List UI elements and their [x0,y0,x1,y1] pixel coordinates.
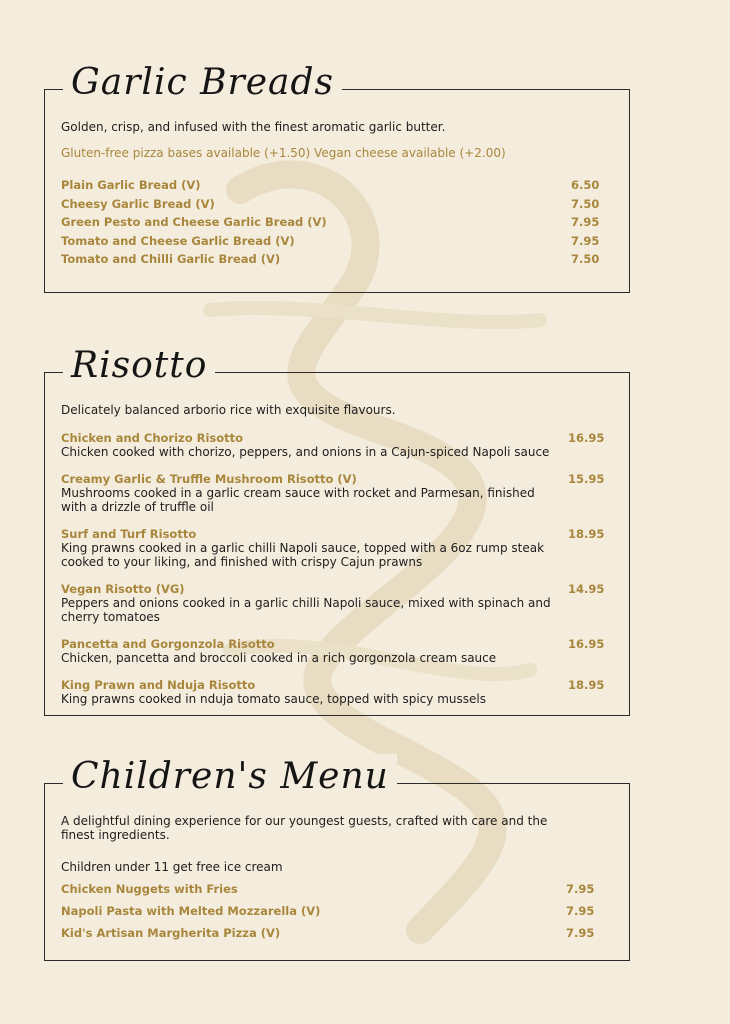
childrens-menu-item-price: 7.95 [566,926,595,940]
childrens-menu-item-name: Chicken Nuggets with Fries [61,882,238,896]
risotto-item-description: Peppers and onions cooked in a garlic chilli Napoli sauce, mixed with spinach and cherry tomatoes [61,596,551,624]
risotto-item-price: 18.95 [568,678,605,692]
risotto-item [61,527,605,569]
garlic-bread-item-price: 6.50 [571,178,600,192]
childrens-menu-intro: A delightful dining experience for our youngest guests, crafted with care and the finest ingredients. [61,814,548,842]
risotto-item-description: King prawns cooked in nduja tomato sauce, topped with spicy mussels [61,692,486,706]
garlic-breads-intro: Golden, crisp, and infused with the finest aromatic garlic butter. [61,120,446,134]
risotto-intro: Delicately balanced arborio rice with exquisite flavours. [61,403,396,417]
garlic-bread-item-price: 7.50 [571,196,600,211]
childrens-menu-item-price: 7.95 [566,904,595,918]
risotto-item [61,472,605,514]
risotto-item-name: Chicken and Chorizo Risotto [61,431,244,445]
garlic-breads-title: Garlic Breads [63,60,342,106]
garlic-bread-item-price: 7.50 [571,252,600,266]
garlic-bread-item-name: Green Pesto and Cheese Garlic Bread (V) [61,215,327,229]
risotto-item-description: Chicken, pancetta and broccoli cooked in a rich gorgonzola cream sauce [61,651,497,665]
risotto-item-price: 18.95 [568,527,605,541]
risotto-item-name: Vegan Risotto (VG) [61,582,185,596]
risotto-item-name: Pancetta and Gorgonzola Risotto [61,637,275,651]
risotto-item [61,678,605,706]
childrens-menu-item-name: Napoli Pasta with Melted Mozzarella (V) [61,904,321,918]
garlic-bread-item-name: Tomato and Chilli Garlic Bread (V) [61,252,281,266]
risotto-item-price: 16.95 [568,431,605,445]
risotto-item-price: 14.95 [568,582,605,596]
risotto-item-description: King prawns cooked in a garlic chilli Napoli sauce, topped with a 6oz rump steak cooked to your liking, and finished with crispy Cajun prawns [61,541,545,569]
garlic-breads-section [44,62,630,293]
childrens-menu-section [44,756,630,961]
garlic-breads-note: Gluten-free pizza bases available (+1.50) Vegan cheese available (+2.00) [61,146,506,160]
risotto-section [44,345,630,716]
risotto-item-price: 15.95 [568,472,605,486]
garlic-bread-item-price: 7.95 [571,215,600,229]
childrens-menu-item-name: Kid's Artisan Margherita Pizza (V) [61,926,281,940]
risotto-item [61,637,605,665]
risotto-item-name: King Prawn and Nduja Risotto [61,678,256,692]
childrens-menu-title: Children's Menu [63,754,397,800]
risotto-item-name: Creamy Garlic & Truffle Mushroom Risotto (V) [61,472,357,486]
garlic-bread-item-name: Plain Garlic Bread (V) [61,178,201,192]
risotto-item-name: Surf and Turf Risotto [61,527,197,541]
risotto-item [61,431,605,459]
risotto-item [61,582,605,624]
risotto-item-description: Chicken cooked with chorizo, peppers, and onions in a Cajun-spiced Napoli sauce [61,445,550,459]
garlic-bread-item-name: Tomato and Cheese Garlic Bread (V) [61,233,295,248]
garlic-bread-item-name: Cheesy Garlic Bread (V) [61,196,215,211]
risotto-title: Risotto [63,343,215,389]
garlic-bread-item-price: 7.95 [571,233,600,248]
childrens-menu-item-price: 7.95 [566,882,595,896]
risotto-item-price: 16.95 [568,637,605,651]
risotto-item-description: Mushrooms cooked in a garlic cream sauce with rocket and Parmesan, finished with a drizzle of truffle oil [61,486,535,514]
childrens-menu-note: Children under 11 get free ice cream [61,860,283,874]
